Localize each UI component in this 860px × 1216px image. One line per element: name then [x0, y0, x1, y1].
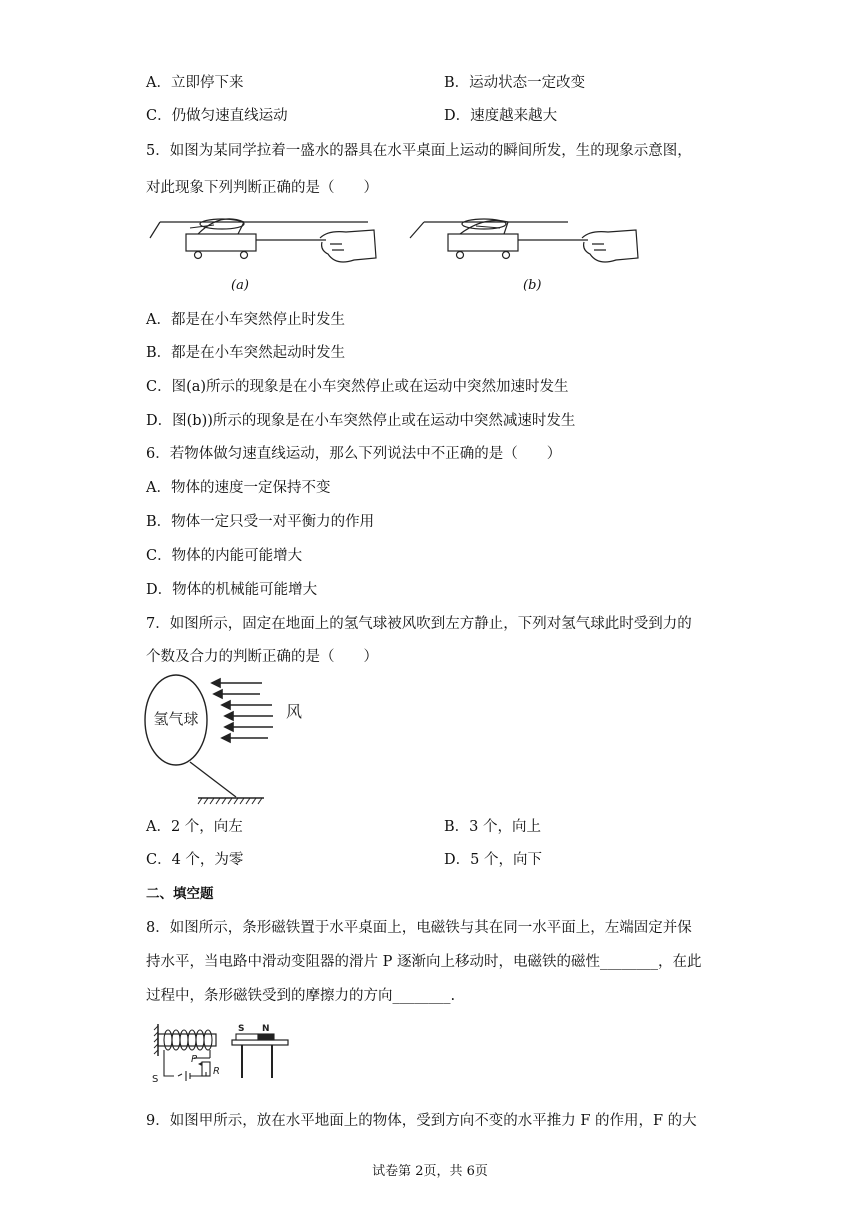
q7-option-b: B．3 个，向上	[444, 819, 541, 835]
q5-caption-b: (b)	[523, 278, 542, 293]
q4-option-a: A．立即停下来	[146, 75, 244, 91]
balloon-label: 氢气球	[153, 710, 199, 728]
electromagnet-core	[158, 1034, 216, 1046]
q4-option-b: B．运动状态一定改变	[444, 75, 586, 91]
q5-option-a: A．都是在小车突然停止时发生	[146, 312, 345, 328]
q5-caption-a: (a)	[231, 278, 249, 293]
tether-rope	[190, 762, 236, 797]
q5-figure-b	[410, 219, 638, 262]
svg-text:P: P	[191, 1054, 198, 1065]
svg-text:R: R	[213, 1066, 220, 1077]
q8-electromagnet-figure	[148, 1018, 298, 1090]
q7-stem-line2: 个数及合力的判断正确的是（ ）	[146, 649, 378, 665]
q7-balloon-figure	[140, 672, 310, 808]
page-footer: 试卷第 2页，共 6页	[372, 1164, 488, 1179]
q7-option-a: A．2 个，向左	[146, 819, 243, 835]
q5-stem-line1: 5．如图为某同学拉着一盛水的器具在水平桌面上运动的瞬间所发，生的现象示意图，	[146, 143, 692, 159]
q4-option-d: D．速度越来越大	[444, 108, 558, 124]
bar-magnet-n	[258, 1034, 274, 1040]
wind-label: 风	[286, 702, 303, 721]
q8-line1: 8．如图所示，条形磁铁置于水平桌面上，电磁铁与其在同一水平面上，左端固定并保	[146, 920, 692, 936]
svg-text:S: S	[238, 1024, 245, 1034]
q6-option-c: C．物体的内能可能增大	[146, 548, 303, 564]
q5-option-c: C．图(a)所示的现象是在小车突然停止或在运动中突然加速时发生	[146, 379, 569, 395]
ground-hatch	[198, 798, 262, 804]
q7-option-d: D．5 个，向下	[444, 852, 542, 868]
q7-stem-line1: 7．如图所示，固定在地面上的氢气球被风吹到左方静止，下列对氢气球此时受到力的	[146, 616, 692, 632]
q6-option-a: A．物体的速度一定保持不变	[146, 480, 331, 496]
bar-magnet-s	[236, 1034, 258, 1040]
q5-option-b: B．都是在小车突然起动时发生	[146, 345, 346, 361]
q6-option-b: B．物体一定只受一对平衡力的作用	[146, 514, 375, 530]
q5-figure-a	[150, 219, 376, 262]
svg-text:S: S	[152, 1074, 159, 1085]
q6-option-d: D．物体的机械能可能增大	[146, 582, 318, 598]
q9-line1: 9．如图甲所示，放在水平地面上的物体，受到方向不变的水平推力 F 的作用，F 的大	[146, 1113, 697, 1129]
q6-stem: 6．若物体做匀速直线运动，那么下列说法中不正确的是（ ）	[146, 446, 562, 462]
q5-figure	[148, 208, 648, 300]
q8-line2: 持水平，当电路中滑动变阻器的滑片 P 逐渐向上移动时，电磁铁的磁性________，在此	[146, 954, 702, 970]
q5-option-d: D．图(b))所示的现象是在小车突然停止或在运动中突然减速时发生	[146, 413, 576, 429]
section-heading-fill-in: 二、填空题	[146, 886, 214, 902]
electromagnet-coil	[164, 1030, 212, 1050]
q7-option-c: C．4 个，为零	[146, 852, 244, 868]
q4-option-c: C．仍做匀速直线运动	[146, 108, 288, 124]
q8-line3: 过程中，条形磁铁受到的摩擦力的方向________.	[146, 988, 456, 1004]
table-top	[232, 1040, 288, 1045]
slider-p	[198, 1062, 202, 1066]
q5-stem-line2: 对此现象下列判断正确的是（ ）	[146, 180, 378, 196]
wind-arrows	[212, 679, 273, 742]
svg-text:N: N	[262, 1024, 270, 1034]
